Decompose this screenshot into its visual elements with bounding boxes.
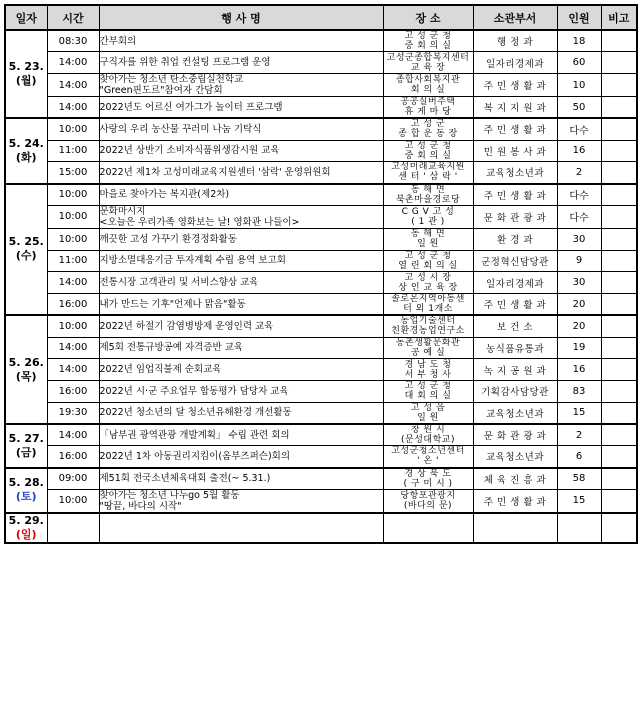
note-cell [601,30,637,52]
time-cell: 10:00 [47,315,99,337]
weekday-label: (수) [15,249,37,263]
table-row [5,315,637,337]
note-cell [601,162,637,184]
table-row [5,30,637,52]
place-line: 일 원 [417,239,439,250]
dept-cell: 문 화 관 광 과 [473,205,557,228]
place-line: 회 의 실 [410,85,446,95]
event-line: 내가 만드는 기후"언제나 맑음"활동 [99,298,246,310]
place-line: 교 육 장 [410,62,446,73]
header-count: 인원 [557,5,601,30]
event-cell [99,424,383,446]
header-row [5,5,637,30]
event-line: 「남부권 광역관광 개발계획」 수립 관련 회의 [99,429,290,441]
event-line: 2022년 임업직불제 순회교육 [99,364,222,376]
place-line: 솔로몬지역아동센 [391,294,465,305]
place-line: 경 남 도 청 [404,359,452,370]
table-row [5,294,637,316]
time-cell [47,513,99,543]
table-row [5,468,637,490]
dept-cell: 주 민 생 활 과 [473,294,557,316]
event-cell [99,30,383,52]
count-cell: 15 [557,402,601,424]
table-row [5,402,637,424]
event-line: 2022년 시·군 주요업무 합동평가 담당자 교육 [99,385,289,397]
event-cell [99,118,383,140]
date-cell [5,184,47,316]
table-row [5,272,637,294]
table-row [5,337,637,359]
date-label: 5. 24. [8,136,44,150]
place-cell [383,381,473,403]
table-row [5,381,637,403]
dept-cell: 주 민 생 활 과 [473,489,557,513]
time-cell: 14:00 [47,97,99,119]
count-cell: 83 [557,381,601,403]
note-cell [601,468,637,490]
note-cell [601,424,637,446]
event-cell [99,337,383,359]
place-line: 상 인 교 육 장 [398,282,458,293]
place-line: 경 상 북 도 [404,468,452,479]
date-cell [5,424,47,468]
place-line: 종합사회복지관 [395,75,461,85]
note-cell [601,140,637,162]
note-cell [601,446,637,468]
count-cell: 58 [557,468,601,490]
header-time: 시간 [47,5,99,30]
weekday-label: (월) [15,74,37,88]
event-line: 2022년도 어르신 여가그가 놀이터 프로그램 [99,101,283,113]
note-cell [601,205,637,228]
count-cell: 20 [557,294,601,316]
time-cell: 10:00 [47,118,99,140]
count-cell: 다수 [557,184,601,206]
event-line: 2022년 상반기 소비자식품위생감시원 교육 [99,145,280,157]
count-cell: 15 [557,489,601,513]
place-line: 휴 게 마 당 [404,107,452,118]
table-row [5,250,637,272]
time-cell: 10:00 [47,228,99,250]
dept-cell: 주 민 생 활 과 [473,74,557,97]
time-cell: 16:00 [47,294,99,316]
dept-cell: 민 원 봉 사 과 [473,140,557,162]
dept-cell: 농식품유통과 [473,337,557,359]
dept-cell: 행 정 과 [473,30,557,52]
place-line: (바다의 문) [403,500,453,511]
time-cell: 15:00 [47,162,99,184]
place-line: 고 성 읍 [410,402,446,413]
dept-cell: 기획감사담당관 [473,381,557,403]
place-line: 고 성 군 [410,119,446,130]
event-cell [99,381,383,403]
place-line: 열 린 회 의 실 [398,260,458,271]
place-cell [383,140,473,162]
dept-cell [473,513,557,543]
count-cell: 다수 [557,205,601,228]
event-line: "땅끝, 바다의 시작" [99,500,182,512]
event-cell [99,97,383,119]
note-cell [601,381,637,403]
note-cell [601,52,637,74]
place-line: 농촌생활문화관 [395,337,461,348]
date-cell [5,118,47,183]
place-line: 고성군종합복지센터 [386,52,470,63]
place-line: 공공실버주택 [400,97,456,108]
header-place: 장 소 [383,5,473,30]
place-cell [383,294,473,316]
table-row [5,446,637,468]
event-cell [99,402,383,424]
event-line: 2022년 청소년의 달 청소년유해환경 개선활동 [99,407,292,419]
weekday-label: (토) [15,490,37,504]
place-cell [383,184,473,206]
event-line: "Green핀도르"참여자 간담회 [99,85,223,96]
header-note: 비고 [601,5,637,30]
count-cell: 19 [557,337,601,359]
schedule-body [5,30,637,543]
place-cell [383,315,473,337]
dept-cell: 교육청소년과 [473,446,557,468]
schedule-container [4,4,638,544]
place-cell [383,489,473,513]
note-cell [601,489,637,513]
place-cell [383,97,473,119]
table-row [5,118,637,140]
count-cell: 16 [557,140,601,162]
count-cell: 6 [557,446,601,468]
time-cell: 16:00 [47,446,99,468]
time-cell: 14:00 [47,337,99,359]
place-line: 고 성 군 청 [404,31,452,42]
dept-cell: 주 민 생 활 과 [473,184,557,206]
header-dept: 소관부서 [473,5,557,30]
event-cell [99,272,383,294]
place-cell [383,52,473,74]
date-cell [5,30,47,118]
event-cell [99,52,383,74]
place-cell [383,228,473,250]
table-row [5,52,637,74]
place-line: C G V 고 성 [401,206,455,217]
event-cell [99,74,383,97]
count-cell: 20 [557,315,601,337]
place-line: 농업기술센터 [400,316,456,327]
event-line: 2022년 하절기 감염병방제 운영인력 교육 [99,320,274,332]
time-cell: 14:00 [47,74,99,97]
place-cell [383,74,473,97]
dept-cell: 일자리경제과 [473,272,557,294]
event-cell [99,489,383,513]
place-line: 중 회 의 실 [404,41,452,52]
place-cell [383,513,473,543]
count-cell: 2 [557,424,601,446]
place-cell [383,402,473,424]
table-row [5,205,637,228]
time-cell: 10:00 [47,184,99,206]
place-line: 동 해 면 [410,184,446,195]
note-cell [601,402,637,424]
place-cell [383,468,473,490]
place-cell [383,205,473,228]
place-line: ( 구 미 시 ) [403,478,453,489]
date-label: 5. 25. [8,235,44,249]
weekday-label: (일) [15,527,37,541]
time-cell: 16:00 [47,381,99,403]
place-line: 고 성 군 청 [404,140,452,151]
time-cell: 11:00 [47,250,99,272]
table-row [5,140,637,162]
event-cell [99,250,383,272]
time-cell: 08:30 [47,30,99,52]
place-cell [383,250,473,272]
dept-cell: 녹 지 공 원 과 [473,359,557,381]
dept-cell: 교육청소년과 [473,162,557,184]
note-cell [601,513,637,543]
event-line: 찾아가는 청소년 탄소중립실천학교 [99,74,244,85]
date-label: 5. 26. [8,355,44,369]
place-line: 당항포관광지 [400,490,456,501]
time-cell: 19:30 [47,402,99,424]
note-cell [601,184,637,206]
note-cell [601,97,637,119]
event-line: 지방소멸대응기금 투자계획 수립 용역 보고회 [99,255,286,267]
event-line: 찾아가는 청소년 나누go 5월 활동 [99,489,240,501]
note-cell [601,359,637,381]
note-cell [601,250,637,272]
count-cell: 18 [557,30,601,52]
date-label: 5. 23. [8,60,44,74]
table-row [5,513,637,543]
date-label: 5. 27. [8,431,44,445]
count-cell: 16 [557,359,601,381]
place-line: 고성미래교육지원 [391,162,465,173]
place-cell [383,424,473,446]
place-cell [383,359,473,381]
table-row [5,184,637,206]
date-cell [5,315,47,424]
count-cell [557,513,601,543]
event-line: 사랑의 우리 농산물 꾸러미 나눔 기탁식 [99,123,262,135]
note-cell [601,337,637,359]
place-line: 고 성 시 장 [404,272,452,283]
place-line: 친환경농업연구소 [391,326,465,337]
count-cell: 30 [557,228,601,250]
place-line: (문성대학교) [401,435,455,446]
event-cell [99,228,383,250]
note-cell [601,315,637,337]
event-line: 깨끗한 고성 가꾸기 환경정화활동 [99,233,238,245]
place-line: 공 예 실 [410,347,446,358]
time-cell: 11:00 [47,140,99,162]
event-cell [99,315,383,337]
dept-cell: 주 민 생 활 과 [473,118,557,140]
event-cell [99,446,383,468]
event-line: <오늘은 우리가족 영화보는 날! 영화관 나들이> [99,216,300,228]
place-line: 일 원 [417,412,439,423]
event-cell [99,205,383,228]
place-cell [383,118,473,140]
time-cell: 10:00 [47,205,99,228]
place-cell [383,162,473,184]
place-line: 고 성 군 청 [404,381,452,392]
dept-cell: 환 경 과 [473,228,557,250]
date-cell [5,513,47,543]
table-row [5,228,637,250]
place-line: 중 회 의 실 [404,150,452,161]
note-cell [601,228,637,250]
place-line: 창 원 시 [410,425,446,436]
place-line: 고성군청소년센터 [391,446,465,457]
count-cell: 50 [557,97,601,119]
header-date: 일자 [5,5,47,30]
event-cell [99,184,383,206]
event-line: 마을로 찾아가는 복지관(제2차) [99,189,230,201]
table-row [5,489,637,513]
table-row [5,74,637,97]
event-cell [99,468,383,490]
table-row [5,359,637,381]
table-row [5,424,637,446]
dept-cell: 교육청소년과 [473,402,557,424]
table-row [5,162,637,184]
event-line: 2022년 제1차 고성미래교육지원센터 '삼락' 운영위원회 [99,166,331,178]
place-line: 대 회 의 실 [404,391,452,402]
dept-cell: 체 육 진 흥 과 [473,468,557,490]
schedule-table [4,4,638,544]
event-line: 2022년 1차 아동권리지킴이(옴부즈퍼슨)회의 [99,450,291,462]
dept-cell: 문 화 관 광 과 [473,424,557,446]
count-cell: 60 [557,52,601,74]
place-cell [383,337,473,359]
event-line: 전통시장 고객관리 및 서비스향상 교육 [99,277,259,289]
event-cell [99,513,383,543]
count-cell: 2 [557,162,601,184]
note-cell [601,272,637,294]
dept-cell: 군정혁신담당관 [473,250,557,272]
place-line: 터 외 1개소 [403,304,453,315]
date-label: 5. 29. [8,513,44,527]
time-cell: 09:00 [47,468,99,490]
event-line: 간부회의 [99,35,137,47]
time-cell: 14:00 [47,359,99,381]
event-cell [99,140,383,162]
event-line: 제51회 전국소년체육대회 출전(~ 5.31.) [99,473,271,485]
time-cell: 10:00 [47,489,99,513]
dept-cell: 일자리경제과 [473,52,557,74]
count-cell: 다수 [557,118,601,140]
place-line: ( 1 관 ) [411,216,445,227]
place-line: 센 터 ' 삼 락 ' [398,172,458,183]
table-row [5,97,637,119]
header-event: 행 사 명 [99,5,383,30]
place-cell [383,272,473,294]
dept-cell: 보 건 소 [473,315,557,337]
time-cell: 14:00 [47,272,99,294]
place-line: 서 부 청 사 [404,369,452,380]
event-line: 구직자를 위한 취업 컨설팅 프로그램 운영 [99,57,271,69]
place-cell [383,446,473,468]
place-line: 고 성 군 청 [404,250,452,261]
event-cell [99,294,383,316]
weekday-label: (금) [15,445,37,459]
event-cell [99,162,383,184]
place-line: ' 온 ' [417,456,439,467]
event-cell [99,359,383,381]
time-cell: 14:00 [47,52,99,74]
count-cell: 30 [557,272,601,294]
note-cell [601,294,637,316]
time-cell: 14:00 [47,424,99,446]
note-cell [601,118,637,140]
date-cell [5,468,47,513]
note-cell [601,74,637,97]
weekday-label: (목) [15,369,37,383]
place-line: 동 해 면 [410,229,446,240]
event-line: 제5회 전통규방공예 자격증반 교육 [99,342,244,354]
count-cell: 9 [557,250,601,272]
count-cell: 10 [557,74,601,97]
event-line: 문화마시지 [99,205,146,217]
weekday-label: (화) [15,150,37,164]
place-line: 종 합 운 동 장 [398,129,458,140]
place-cell [383,30,473,52]
place-line: 북촌마을경로당 [395,194,461,205]
dept-cell: 복 지 지 원 과 [473,97,557,119]
date-label: 5. 28. [8,476,44,490]
